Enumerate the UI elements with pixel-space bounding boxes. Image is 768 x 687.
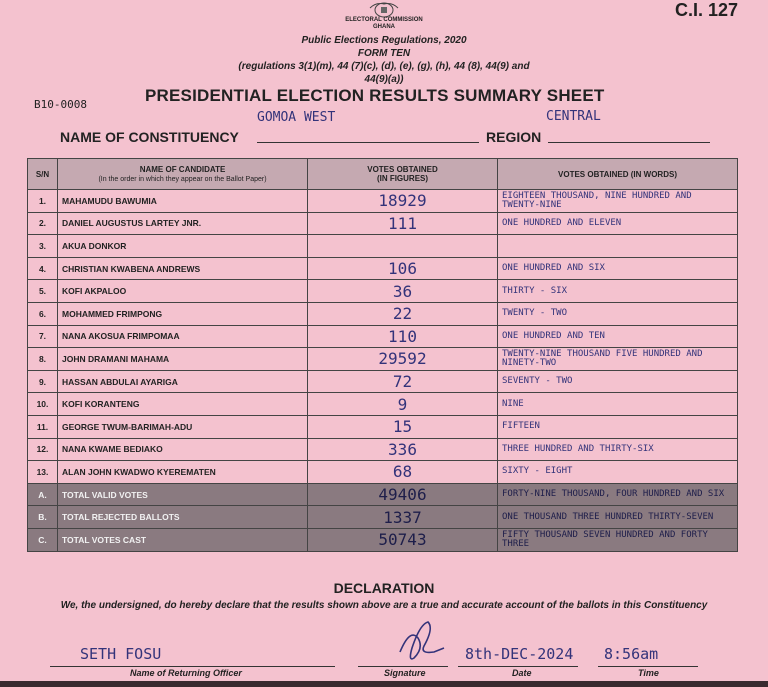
candidate-name: JOHN DRAMANI MAHAMA	[58, 348, 308, 371]
commission-country: GHANA	[373, 24, 395, 30]
row-sn: 3.	[28, 235, 58, 258]
date-line	[458, 666, 578, 667]
candidate-name: KOFI AKPALOO	[58, 280, 308, 303]
total-row	[28, 506, 738, 529]
col-words-header: VOTES OBTAINED (IN WORDS)	[498, 159, 738, 190]
col-figures-note: (IN FIGURES)	[376, 174, 429, 183]
regulations-block	[230, 34, 538, 86]
commission-name	[300, 17, 468, 31]
candidate-name: MAHAMUDU BAWUMIA	[58, 190, 308, 213]
votes-words: ONE HUNDRED AND ELEVEN	[498, 212, 738, 235]
total-label: TOTAL VOTES CAST	[58, 528, 308, 551]
row-sn: A.	[28, 483, 58, 506]
date-label: Date	[512, 668, 532, 678]
votes-figures: 15	[308, 415, 498, 438]
region-value: CENTRAL	[546, 109, 601, 124]
col-figures-header	[308, 159, 498, 190]
candidate-name: NANA AKOSUA FRIMPOMAA	[58, 325, 308, 348]
votes-figures: 72	[308, 370, 498, 393]
table-row	[28, 348, 738, 371]
signature-label: Signature	[384, 668, 426, 678]
table-row	[28, 280, 738, 303]
time-line	[598, 666, 698, 667]
results-table	[27, 158, 738, 552]
regulations-title: Public Elections Regulations, 2020	[301, 35, 467, 46]
form-code: C.I. 127	[674, 0, 738, 20]
votes-words: NINE	[498, 393, 738, 416]
votes-words: TWENTY-NINE THOUSAND FIVE HUNDRED AND NINETY-TWO	[498, 348, 738, 371]
row-sn: 12.	[28, 438, 58, 461]
constituency-value: GOMOA WEST	[257, 110, 336, 125]
time-label: Time	[638, 668, 659, 678]
row-sn: 4.	[28, 257, 58, 280]
table-row	[28, 212, 738, 235]
row-sn: 8.	[28, 348, 58, 371]
total-figures: 49406	[308, 483, 498, 506]
votes-figures: 110	[308, 325, 498, 348]
row-sn: B.	[28, 506, 58, 529]
total-words: ONE THOUSAND THREE HUNDRED THIRTY-SEVEN	[498, 506, 738, 529]
row-sn: 6.	[28, 302, 58, 325]
region-line	[548, 142, 710, 143]
votes-figures: 111	[308, 212, 498, 235]
candidate-name: DANIEL AUGUSTUS LARTEY JNR.	[58, 212, 308, 235]
date-value: 8th-DEC-2024	[465, 645, 574, 663]
row-sn: C.	[28, 528, 58, 551]
row-sn: 7.	[28, 325, 58, 348]
total-words: FORTY-NINE THOUSAND, FOUR HUNDRED AND SIX	[498, 483, 738, 506]
col-name-note: (In the order in which they appear on the Ballot Paper)	[98, 175, 267, 183]
candidate-name: GEORGE TWUM-BARIMAH-ADU	[58, 415, 308, 438]
row-sn: 2.	[28, 212, 58, 235]
total-figures: 50743	[308, 528, 498, 551]
sheet-code: B10-0008	[34, 98, 87, 111]
votes-words: FIFTEEN	[498, 415, 738, 438]
total-row	[28, 528, 738, 551]
votes-figures: 336	[308, 438, 498, 461]
table-row	[28, 393, 738, 416]
table-row	[28, 235, 738, 258]
table-row	[28, 415, 738, 438]
commission-title: ELECTORAL COMMISSION	[345, 17, 423, 23]
total-row	[28, 483, 738, 506]
votes-words: THIRTY - SIX	[498, 280, 738, 303]
votes-words: SEVENTY - TWO	[498, 370, 738, 393]
votes-figures: 36	[308, 280, 498, 303]
candidate-name: ALAN JOHN KWADWO KYEREMATEN	[58, 461, 308, 484]
votes-figures: 68	[308, 461, 498, 484]
bottom-edge	[0, 681, 768, 687]
candidate-name: MOHAMMED FRIMPONG	[58, 302, 308, 325]
regulations-refs: (regulations 3(1)(m), 44 (7)(c), (d), (e), (g), (h), 44 (8), 44(9) and 44(9)(a))	[238, 61, 530, 85]
votes-words: THREE HUNDRED AND THIRTY-SIX	[498, 438, 738, 461]
declaration-text: We, the undersigned, do hereby declare that the results shown above are a true and accurate account of the ballots in this Constituency	[60, 600, 708, 611]
row-sn: 1.	[28, 190, 58, 213]
votes-words: TWENTY - TWO	[498, 302, 738, 325]
row-sn: 9.	[28, 370, 58, 393]
col-name-title: NAME OF CANDIDATE	[139, 164, 226, 174]
table-row	[28, 438, 738, 461]
total-label: TOTAL REJECTED BALLOTS	[58, 506, 308, 529]
candidate-name: HASSAN ABDULAI AYARIGA	[58, 370, 308, 393]
table-row	[28, 370, 738, 393]
col-figures-title: VOTES OBTAINED	[367, 165, 438, 174]
votes-figures: 22	[308, 302, 498, 325]
signature-icon	[390, 618, 450, 666]
total-label: TOTAL VALID VOTES	[58, 483, 308, 506]
constituency-label: NAME OF CONSTITUENCY	[60, 129, 239, 145]
page-title: PRESIDENTIAL ELECTION RESULTS SUMMARY SHEET	[145, 86, 605, 105]
total-words: FIFTY THOUSAND SEVEN HUNDRED AND FORTY THREE	[498, 528, 738, 551]
table-row	[28, 190, 738, 213]
row-sn: 13.	[28, 461, 58, 484]
coat-of-arms-icon	[362, 0, 406, 18]
candidate-name: KOFI KORANTENG	[58, 393, 308, 416]
time-value: 8:56am	[604, 645, 659, 663]
votes-figures: 29592	[308, 348, 498, 371]
col-sn-header: S/N	[28, 159, 58, 190]
candidate-name: CHRISTIAN KWABENA ANDREWS	[58, 257, 308, 280]
candidate-name: AKUA DONKOR	[58, 235, 308, 258]
officer-name: SETH FOSU	[80, 645, 162, 663]
candidate-name: NANA KWAME BEDIAKO	[58, 438, 308, 461]
votes-figures: 18929	[308, 190, 498, 213]
table-row	[28, 302, 738, 325]
votes-words: ONE HUNDRED AND SIX	[498, 257, 738, 280]
region-label: REGION	[486, 129, 542, 145]
votes-words: SIXTY - EIGHT	[498, 461, 738, 484]
declaration-title: DECLARATION	[333, 580, 435, 596]
table-header-row	[28, 159, 738, 190]
officer-line	[50, 666, 335, 667]
row-sn: 5.	[28, 280, 58, 303]
constituency-line	[257, 142, 479, 143]
form-name: FORM TEN	[357, 48, 411, 59]
votes-words: ONE HUNDRED AND TEN	[498, 325, 738, 348]
table-row	[28, 461, 738, 484]
total-figures: 1337	[308, 506, 498, 529]
votes-figures: 106	[308, 257, 498, 280]
row-sn: 10.	[28, 393, 58, 416]
officer-label: Name of Returning Officer	[130, 668, 242, 678]
votes-words: EIGHTEEN THOUSAND, NINE HUNDRED AND TWENTY-NINE	[498, 190, 738, 213]
votes-words	[498, 235, 738, 258]
votes-figures	[308, 235, 498, 258]
table-row	[28, 325, 738, 348]
row-sn: 11.	[28, 415, 58, 438]
signature-line	[358, 666, 448, 667]
votes-figures: 9	[308, 393, 498, 416]
table-row	[28, 257, 738, 280]
col-name-header	[58, 159, 308, 190]
